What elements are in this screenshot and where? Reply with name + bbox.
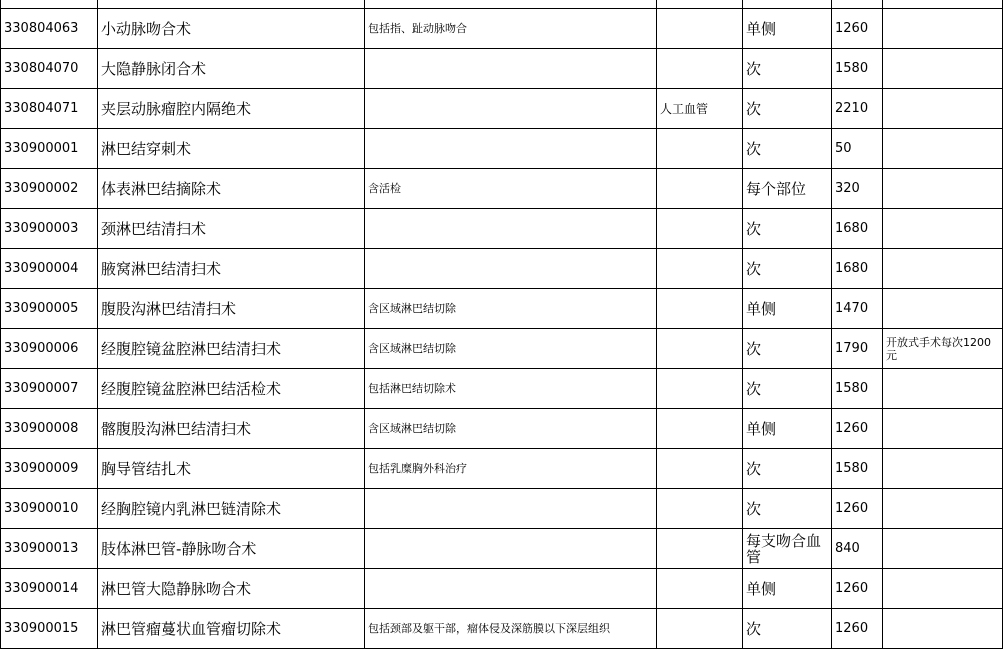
cell-material[interactable]	[657, 289, 743, 329]
table-row	[1, 209, 1003, 249]
cell-name[interactable]: 大隐静脉闭合术	[98, 49, 365, 89]
cell-remark[interactable]	[883, 369, 1003, 409]
cell-note[interactable]	[365, 249, 657, 289]
cell-code[interactable]: 330900014	[1, 569, 98, 609]
cell-price[interactable]: 1260	[832, 9, 883, 49]
cell-material[interactable]	[657, 449, 743, 489]
cell-name[interactable]: 淋巴管瘤蔓状血管瘤切除术	[98, 609, 365, 649]
cell-note[interactable]: 含区域淋巴结切除	[365, 329, 657, 369]
cell-material[interactable]	[657, 9, 743, 49]
cell-unit[interactable]: 单侧	[743, 289, 832, 329]
cell-unit[interactable]	[743, 0, 832, 9]
table-row	[1, 9, 1003, 49]
cell-note[interactable]	[365, 0, 657, 9]
cell-unit[interactable]: 每支吻合血管	[743, 529, 832, 569]
cell-name[interactable]: 腋窝淋巴结清扫术	[98, 249, 365, 289]
cell-remark[interactable]	[883, 489, 1003, 529]
cell-code[interactable]: 330900009	[1, 449, 98, 489]
cell-remark[interactable]	[883, 169, 1003, 209]
cell-material[interactable]	[657, 489, 743, 529]
cell-price[interactable]: 1260	[832, 409, 883, 449]
cell-code[interactable]: 330804071	[1, 89, 98, 129]
cell-remark[interactable]	[883, 0, 1003, 9]
cell-remark[interactable]	[883, 89, 1003, 129]
table-row	[1, 449, 1003, 489]
cell-unit[interactable]: 次	[743, 449, 832, 489]
table-row	[1, 89, 1003, 129]
cell-note[interactable]: 包括颈部及躯干部，瘤体侵及深筋膜以下深层组织	[365, 609, 657, 649]
table-row	[1, 569, 1003, 609]
cell-code[interactable]: 330900007	[1, 369, 98, 409]
cell-material[interactable]	[657, 609, 743, 649]
cell-code[interactable]: 330900001	[1, 129, 98, 169]
cell-code[interactable]: 330804063	[1, 9, 98, 49]
cell-price[interactable]: 1580	[832, 449, 883, 489]
cell-unit[interactable]: 次	[743, 129, 832, 169]
cell-code[interactable]: 330900008	[1, 409, 98, 449]
cell-note[interactable]	[365, 209, 657, 249]
table-row	[1, 169, 1003, 209]
cell-material[interactable]	[657, 49, 743, 89]
cell-remark[interactable]: 开放式手术每次1200元	[883, 329, 1003, 369]
cell-remark[interactable]	[883, 249, 1003, 289]
cell-note[interactable]: 包括指、趾动脉吻合	[365, 9, 657, 49]
cell-material[interactable]	[657, 369, 743, 409]
cell-price[interactable]: 1680	[832, 209, 883, 249]
cell-price[interactable]: 1260	[832, 609, 883, 649]
cell-price[interactable]: 1580	[832, 49, 883, 89]
cell-unit[interactable]: 次	[743, 249, 832, 289]
cell-price[interactable]	[832, 0, 883, 9]
cell-code[interactable]	[1, 0, 98, 9]
table-row	[1, 49, 1003, 89]
cell-code[interactable]: 330900002	[1, 169, 98, 209]
table-body	[1, 0, 1003, 649]
cell-code[interactable]: 330900004	[1, 249, 98, 289]
cell-name[interactable]: 颈淋巴结清扫术	[98, 209, 365, 249]
cell-price[interactable]: 1680	[832, 249, 883, 289]
cell-material[interactable]	[657, 249, 743, 289]
table-row	[1, 129, 1003, 169]
cell-code[interactable]: 330804070	[1, 49, 98, 89]
cell-unit[interactable]: 次	[743, 369, 832, 409]
cell-note[interactable]	[365, 569, 657, 609]
cell-note[interactable]: 包括乳糜胸外科治疗	[365, 449, 657, 489]
cell-remark[interactable]	[883, 449, 1003, 489]
cell-price[interactable]: 1790	[832, 329, 883, 369]
partial-remark-text	[886, 0, 999, 7]
cell-price[interactable]: 1580	[832, 369, 883, 409]
table-row	[1, 609, 1003, 649]
cell-note[interactable]	[365, 129, 657, 169]
cell-code[interactable]: 330900005	[1, 289, 98, 329]
cell-name[interactable]: 肢体淋巴管-静脉吻合术	[98, 529, 365, 569]
cell-material[interactable]	[657, 129, 743, 169]
cell-note[interactable]	[365, 489, 657, 529]
table-row	[1, 369, 1003, 409]
cell-unit[interactable]: 每个部位	[743, 169, 832, 209]
cell-unit[interactable]: 次	[743, 49, 832, 89]
cell-material[interactable]	[657, 209, 743, 249]
cell-name[interactable]: 小动脉吻合术	[98, 9, 365, 49]
cell-remark[interactable]	[883, 129, 1003, 169]
cell-name[interactable]: 经胸腔镜内乳淋巴链清除术	[98, 489, 365, 529]
cell-unit[interactable]: 次	[743, 609, 832, 649]
cell-material[interactable]	[657, 0, 743, 9]
cell-name[interactable]: 胸导管结扎术	[98, 449, 365, 489]
cell-name[interactable]	[98, 0, 365, 9]
table-row	[1, 529, 1003, 569]
cell-name[interactable]: 淋巴管大隐静脉吻合术	[98, 569, 365, 609]
cell-name[interactable]: 淋巴结穿刺术	[98, 129, 365, 169]
cell-material[interactable]: 人工血管	[657, 89, 743, 129]
cell-name[interactable]: 髂腹股沟淋巴结清扫术	[98, 409, 365, 449]
cell-name[interactable]: 体表淋巴结摘除术	[98, 169, 365, 209]
cell-name[interactable]: 经腹腔镜盆腔淋巴结清扫术	[98, 329, 365, 369]
cell-note[interactable]: 包括淋巴结切除术	[365, 369, 657, 409]
cell-remark[interactable]	[883, 209, 1003, 249]
cell-unit[interactable]: 单侧	[743, 9, 832, 49]
table-row	[1, 489, 1003, 529]
cell-code[interactable]: 330900010	[1, 489, 98, 529]
cell-price[interactable]: 1260	[832, 489, 883, 529]
cell-remark[interactable]	[883, 9, 1003, 49]
cell-material[interactable]	[657, 569, 743, 609]
cell-unit[interactable]: 单侧	[743, 569, 832, 609]
cell-remark[interactable]	[883, 409, 1003, 449]
cell-unit[interactable]: 次	[743, 89, 832, 129]
cell-remark[interactable]	[883, 609, 1003, 649]
table-row	[1, 409, 1003, 449]
cell-remark[interactable]	[883, 529, 1003, 569]
cell-remark[interactable]	[883, 289, 1003, 329]
cell-note[interactable]	[365, 89, 657, 129]
cell-note[interactable]	[365, 529, 657, 569]
cell-material[interactable]	[657, 409, 743, 449]
cell-unit[interactable]: 次	[743, 489, 832, 529]
cell-code[interactable]: 330900003	[1, 209, 98, 249]
cell-remark[interactable]	[883, 569, 1003, 609]
cell-code[interactable]: 330900006	[1, 329, 98, 369]
cell-price[interactable]: 1470	[832, 289, 883, 329]
cell-price[interactable]: 50	[832, 129, 883, 169]
cell-code[interactable]: 330900015	[1, 609, 98, 649]
cell-name[interactable]: 夹层动脉瘤腔内隔绝术	[98, 89, 365, 129]
cell-name[interactable]: 经腹腔镜盆腔淋巴结活检术	[98, 369, 365, 409]
cell-unit[interactable]: 次	[743, 329, 832, 369]
cell-material[interactable]	[657, 329, 743, 369]
table-row	[1, 249, 1003, 289]
cell-note[interactable]	[365, 49, 657, 89]
table-row	[1, 329, 1003, 369]
cell-material[interactable]	[657, 169, 743, 209]
table-row	[1, 289, 1003, 329]
cell-price[interactable]: 2210	[832, 89, 883, 129]
cell-code[interactable]: 330900013	[1, 529, 98, 569]
cell-note[interactable]: 含区域淋巴结切除	[365, 409, 657, 449]
cell-unit[interactable]: 单侧	[743, 409, 832, 449]
cell-unit[interactable]: 次	[743, 209, 832, 249]
cell-material[interactable]	[657, 529, 743, 569]
cell-price[interactable]: 840	[832, 529, 883, 569]
cell-name[interactable]: 腹股沟淋巴结清扫术	[98, 289, 365, 329]
cell-remark[interactable]	[883, 49, 1003, 89]
cell-price[interactable]: 320	[832, 169, 883, 209]
cell-note[interactable]: 含区域淋巴结切除	[365, 289, 657, 329]
table-row-partial	[1, 0, 1003, 9]
cell-price[interactable]: 1260	[832, 569, 883, 609]
cell-note[interactable]: 含活检	[365, 169, 657, 209]
